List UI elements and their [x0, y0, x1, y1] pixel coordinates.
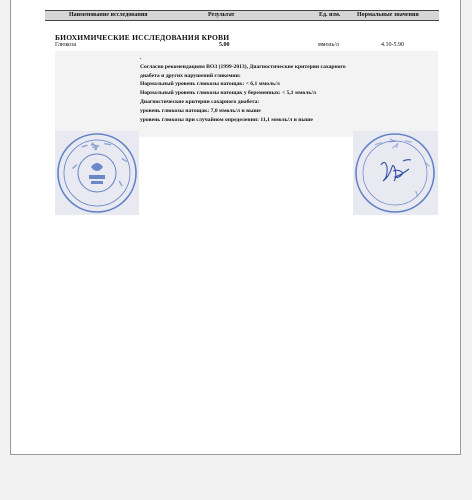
results-table-header — [45, 10, 439, 21]
reference-range: 4.10-5.90 — [381, 42, 404, 48]
notes-line: Нормальный уровень глюкозы натощак у беременных: < 5,1 ммоль/л — [140, 90, 317, 97]
result-value: 5.00 — [219, 42, 230, 48]
header-normal-values: Нормальные значения — [357, 12, 419, 18]
header-unit: Ед. изм. — [319, 12, 341, 18]
who-criteria-notes — [140, 54, 440, 124]
result-unit: ммоль/л — [318, 42, 339, 48]
header-test-name: Наименование исследования — [69, 12, 148, 18]
notes-line: уровень глюкозы при случайном определении: 11,1 ммоль/л и выше — [140, 116, 313, 123]
signature-icon — [381, 160, 411, 181]
notes-line: Диагностические критерии сахарного диабета: — [140, 98, 260, 105]
lab-seal-icon — [55, 131, 139, 215]
header-result: Результат — [208, 12, 235, 18]
notes-line: уровень глюкозы натощак: 7,0 ммоль/л и выше — [140, 107, 261, 114]
table-row — [45, 40, 439, 50]
notes-line: Нормальный уровень глюкозы натощак: < 6,1 ммоль/л — [140, 81, 280, 88]
notes-marker: . — [140, 55, 142, 61]
test-name: Глюкоза — [55, 42, 77, 48]
notes-line: Согласно рекомендациям ВОЗ (1999-2013), Диагностические критерии сахарного — [140, 63, 346, 70]
section-title: БИОХИМИЧЕСКИЕ ИССЛЕДОВАНИЯ КРОВИ — [55, 33, 230, 42]
doctor-stamp — [353, 131, 438, 215]
lab-stamp — [55, 131, 139, 215]
notes-line: диабета и других нарушений гликемии: — [140, 72, 241, 79]
doctor-seal-icon — [353, 131, 438, 215]
